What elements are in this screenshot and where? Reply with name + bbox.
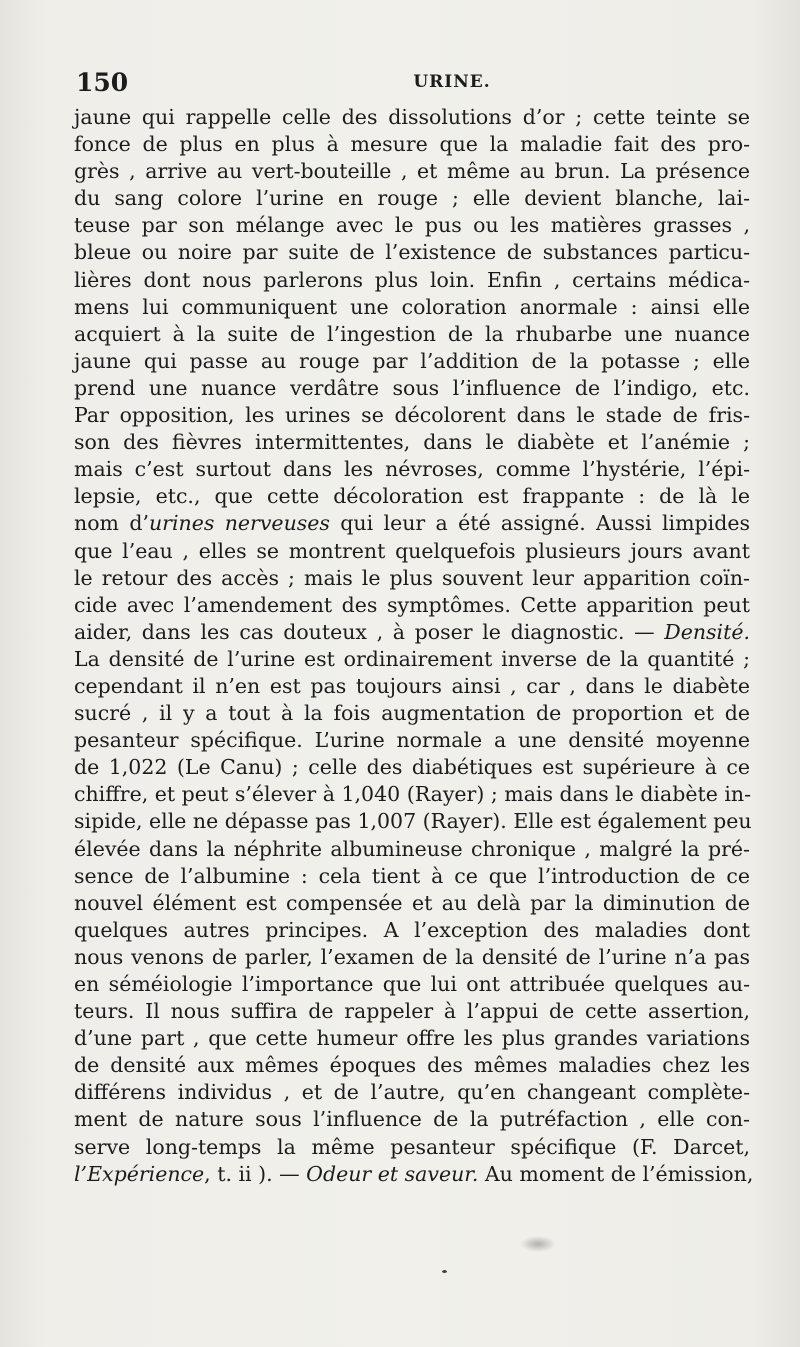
text-segment: acquiert à la suite de l’ingestion de la rhubarbe une nuance	[74, 321, 750, 346]
text-line	[74, 565, 750, 592]
text-line	[74, 510, 750, 537]
text-segment: bleue ou noire par suite de l’existence de substances particu-	[74, 240, 750, 265]
text-segment: lepsie, etc., que cette décoloration est frappante : de là le	[74, 484, 750, 509]
text-line	[74, 104, 750, 131]
text-line	[74, 1106, 750, 1133]
text-line	[74, 917, 750, 944]
text-segment: grès , arrive au vert-bouteille , et même au brun. La présence	[74, 159, 750, 184]
text-segment: mens lui communiquent une coloration anormale : ainsi elle	[74, 294, 750, 319]
italic-text: Odeur et saveur.	[306, 1161, 479, 1186]
ink-smudge	[520, 1236, 556, 1252]
text-segment: nom d’	[74, 511, 149, 536]
text-line	[74, 808, 750, 835]
text-segment: en séméiologie l’importance que lui ont attribuée quelques au-	[74, 972, 750, 996]
text-segment: de 1,022 (Le Canu) ; celle des diabétiques est supérieure à ce	[74, 755, 750, 780]
text-segment: nous venons de parler, l’examen de la densité de l’urine n’a pas	[74, 944, 750, 969]
text-line	[74, 673, 750, 700]
text-segment: Par opposition, les urines se décolorent dans le stade de fris-	[74, 403, 750, 428]
text-segment: quelques autres principes. A l’exception des maladies dont	[74, 917, 750, 942]
text-line	[74, 592, 750, 619]
text-segment: fonce de plus en plus à mesure que la maladie fait des pro-	[74, 132, 750, 157]
text-line	[74, 294, 750, 321]
text-segment: le retour des accès ; mais le plus souvent leur apparition coïn-	[74, 565, 750, 590]
page-number: 150	[76, 68, 129, 97]
text-line	[74, 375, 750, 402]
text-line	[74, 944, 750, 971]
text-line	[74, 212, 750, 239]
text-line	[74, 1161, 754, 1188]
text-segment: serve long-temps la même pesanteur spécifique (F. Darcet,	[74, 1134, 750, 1159]
text-line	[74, 321, 750, 348]
text-segment: que l’eau , elles se montrent quelquefois plusieurs jours avant	[74, 538, 750, 563]
text-line	[74, 700, 750, 727]
text-line	[74, 483, 750, 510]
text-segment: mais c’est surtout dans les névroses, comme l’hystérie, l’épi-	[74, 457, 750, 482]
text-segment: aider, dans les cas douteux , à poser le diagnostic. —	[74, 619, 665, 644]
text-line	[74, 836, 750, 863]
text-segment: cependant il n’en est pas toujours ainsi , car , dans le diabète	[74, 673, 750, 698]
running-title: URINE.	[413, 72, 491, 92]
italic-text: urines nerveuses	[148, 511, 330, 536]
text-segment: chiffre, et peut s’élever à 1,040 (Rayer) ; mais dans le diabète in-	[74, 782, 752, 807]
page-header	[76, 68, 748, 104]
italic-text: Densité.	[664, 619, 750, 644]
text-segment: prend une nuance verdâtre sous l’influence de l’indigo, etc.	[74, 375, 750, 400]
text-segment: pesanteur spécifique. L’urine normale a une densité moyenne	[74, 728, 750, 753]
text-line	[74, 348, 750, 375]
text-segment: lières dont nous parlerons plus loin. Enfin , certains médica-	[74, 267, 750, 292]
text-segment: jaune qui passe au rouge par l’addition de la potasse ; elle	[74, 348, 750, 373]
text-line	[74, 971, 750, 998]
text-segment: La densité de l’urine est ordinairement inverse de la quantité ;	[74, 646, 750, 671]
ink-speck	[442, 1270, 447, 1273]
text-line	[74, 1025, 750, 1052]
text-segment: sence de l’albumine : cela tient à ce que l’introduction de ce	[74, 863, 750, 888]
text-segment: nouvel élément est compensée et au delà par la diminution de	[74, 890, 750, 915]
text-line	[74, 619, 750, 646]
text-segment: , t. ii ). —	[204, 1161, 307, 1186]
text-line	[74, 1079, 750, 1106]
text-line	[74, 185, 750, 212]
text-segment: sipide, elle ne dépasse pas 1,007 (Rayer). Elle est également peu	[74, 809, 752, 834]
text-line	[74, 267, 750, 294]
text-line	[74, 754, 750, 781]
text-line	[74, 158, 750, 185]
text-line	[74, 890, 750, 917]
text-segment: du sang colore l’urine en rouge ; elle devient blanche, lai-	[74, 186, 750, 211]
text-segment: d’une part , que cette humeur offre les plus grandes variations	[74, 1026, 750, 1051]
text-segment: Au moment de l’émission,	[478, 1161, 754, 1186]
text-line	[74, 727, 750, 754]
text-segment: élevée dans la néphrite albumineuse chronique , malgré la pré-	[74, 836, 750, 861]
text-line	[74, 646, 750, 673]
text-segment: teuse par son mélange avec le pus ou les matières grasses ,	[74, 213, 750, 238]
text-line	[74, 1052, 750, 1079]
text-line	[74, 429, 750, 456]
body-text	[74, 104, 754, 1188]
text-segment: différens individus , et de l’autre, qu’en changeant complète-	[74, 1080, 750, 1105]
text-line	[74, 863, 750, 890]
text-segment: teurs. Il nous suffira de rappeler à l’appui de cette assertion,	[74, 999, 750, 1024]
text-segment: jaune qui rappelle celle des dissolutions d’or ; cette teinte se	[74, 105, 750, 129]
text-line	[74, 998, 750, 1025]
text-line	[74, 1134, 750, 1161]
text-line	[74, 538, 750, 565]
text-segment: sucré , il y a tout à la fois augmentation de proportion et de	[74, 701, 750, 726]
text-line	[74, 402, 750, 429]
text-line	[74, 456, 750, 483]
text-line	[74, 781, 750, 808]
text-segment: ment de nature sous l’influence de la putréfaction , elle con-	[74, 1107, 750, 1132]
text-segment: de densité aux mêmes époques des mêmes maladies chez les	[74, 1053, 750, 1078]
text-segment: cide avec l’amendement des symptômes. Cette apparition peut	[74, 592, 750, 617]
text-segment: son des fièvres intermittentes, dans le diabète et l’anémie ;	[74, 430, 750, 455]
text-line	[74, 131, 750, 158]
text-line	[74, 239, 750, 266]
italic-text: l’Expérience	[74, 1161, 205, 1186]
text-segment: qui leur a été assigné. Aussi limpides	[329, 511, 751, 536]
